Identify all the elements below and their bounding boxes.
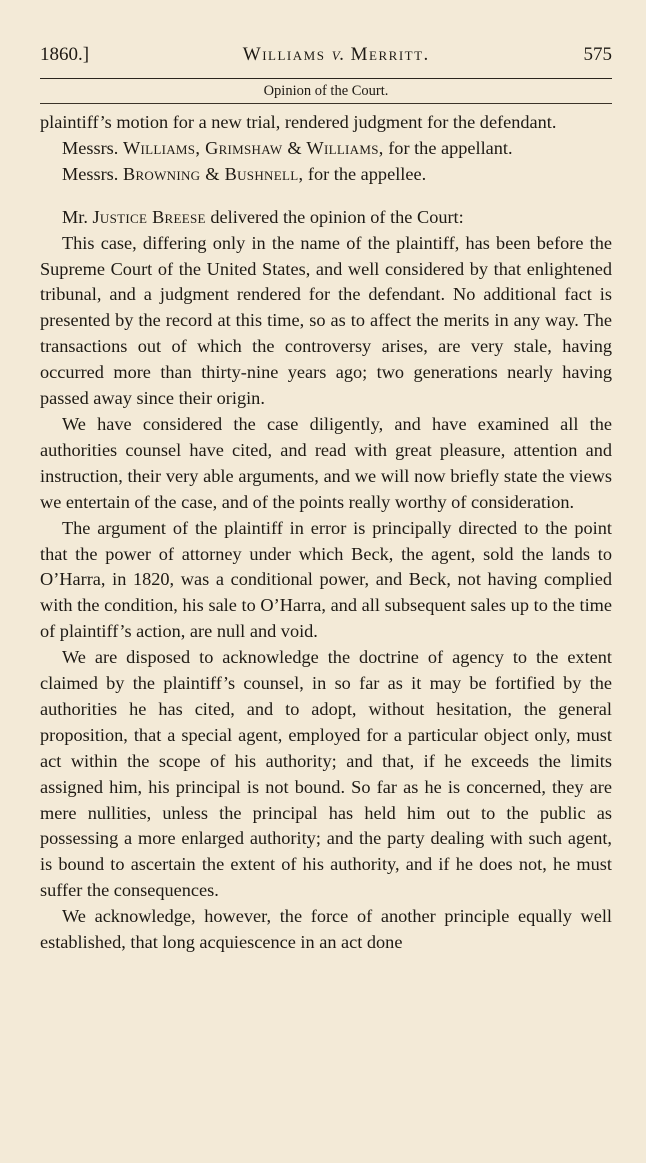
case-title <box>243 44 430 66</box>
justice-name: Justice Breese <box>92 206 206 227</box>
case-vs: v. <box>331 44 345 65</box>
page-number: 575 <box>583 44 612 65</box>
opinion-suffix: delivered the opinion of the Court: <box>210 206 464 227</box>
case-party-right: Merritt. <box>350 44 430 65</box>
paragraph-continuation: plaintiff’s motion for a new trial, rendered judgment for the defendant. <box>40 112 557 132</box>
counsel-prefix: Messrs. <box>62 137 119 158</box>
opinion-prefix: Mr. <box>62 206 88 227</box>
year-label: 1860.] <box>40 44 90 65</box>
paragraph-4: We are disposed to acknowledge the doctrine of agency to the extent claimed by the plaintiff’s counsel, in so far as it may be fortified by the authorities he has cited, and to adopt, without hesitation, the general proposition, that a special agent, employed for a particular object only, must act within the scope of his authority; and that, if he exceeds the limits assigned him, his principal is not bound. So far as he is concerned, they are mere nullities, unless the principal has held him out to the public as possessing a more enlarged authority; and the party dealing with such agent, is bound to ascertain the extent of his authority, and if he does not, he must suffer the consequences. <box>40 647 612 901</box>
counsel-names: Browning & Bushnell, <box>122 163 304 184</box>
opinion-intro <box>40 205 612 231</box>
counsel-appellee <box>40 162 612 188</box>
spacer <box>40 188 612 205</box>
running-header <box>40 44 612 79</box>
counsel-names: Williams, Grimshaw & Williams, <box>122 137 384 158</box>
case-party-left: Williams <box>242 44 326 65</box>
counsel-appellant <box>40 136 612 162</box>
section-subheader: Opinion of the Court. <box>40 79 612 104</box>
counsel-role: for the appellee. <box>307 163 427 184</box>
counsel-role: for the appellant. <box>388 137 513 158</box>
book-page <box>40 44 612 956</box>
page-body <box>40 110 612 956</box>
paragraph-3: The argument of the plaintiff in error is principally directed to the point that the power of attorney under which Beck, the agent, sold the lands to O’Harra, in 1820, was a conditional power, and Beck, not having complied with the condition, his sale to O’Harra, and all subsequent sales up to the time of plaintiff’s action, are null and void. <box>40 517 612 642</box>
paragraph-2: We have considered the case diligently, and have examined all the authorities counsel have cited, and read with great pleasure, attention and instruction, their very able arguments, and we will now briefly state the views we entertain of the case, and of the points really worthy of consideration. <box>40 413 612 512</box>
paragraph-1: This case, differing only in the name of the plaintiff, has been before the Supreme Court of the United States, and well considered by that enlightened tribunal, and a judgment rendered for the defendant. No additional fact is presented by the record at this time, so as to affect the merits in any way. The transactions out of which the controversy arises, are very stale, having occurred more than thirty-nine years ago; two generations nearly having passed away since their origin. <box>40 232 612 409</box>
counsel-prefix: Messrs. <box>62 163 119 184</box>
paragraph-5: We acknowledge, however, the force of another principle equally well established, that long acquiescence in an act done <box>40 906 612 953</box>
